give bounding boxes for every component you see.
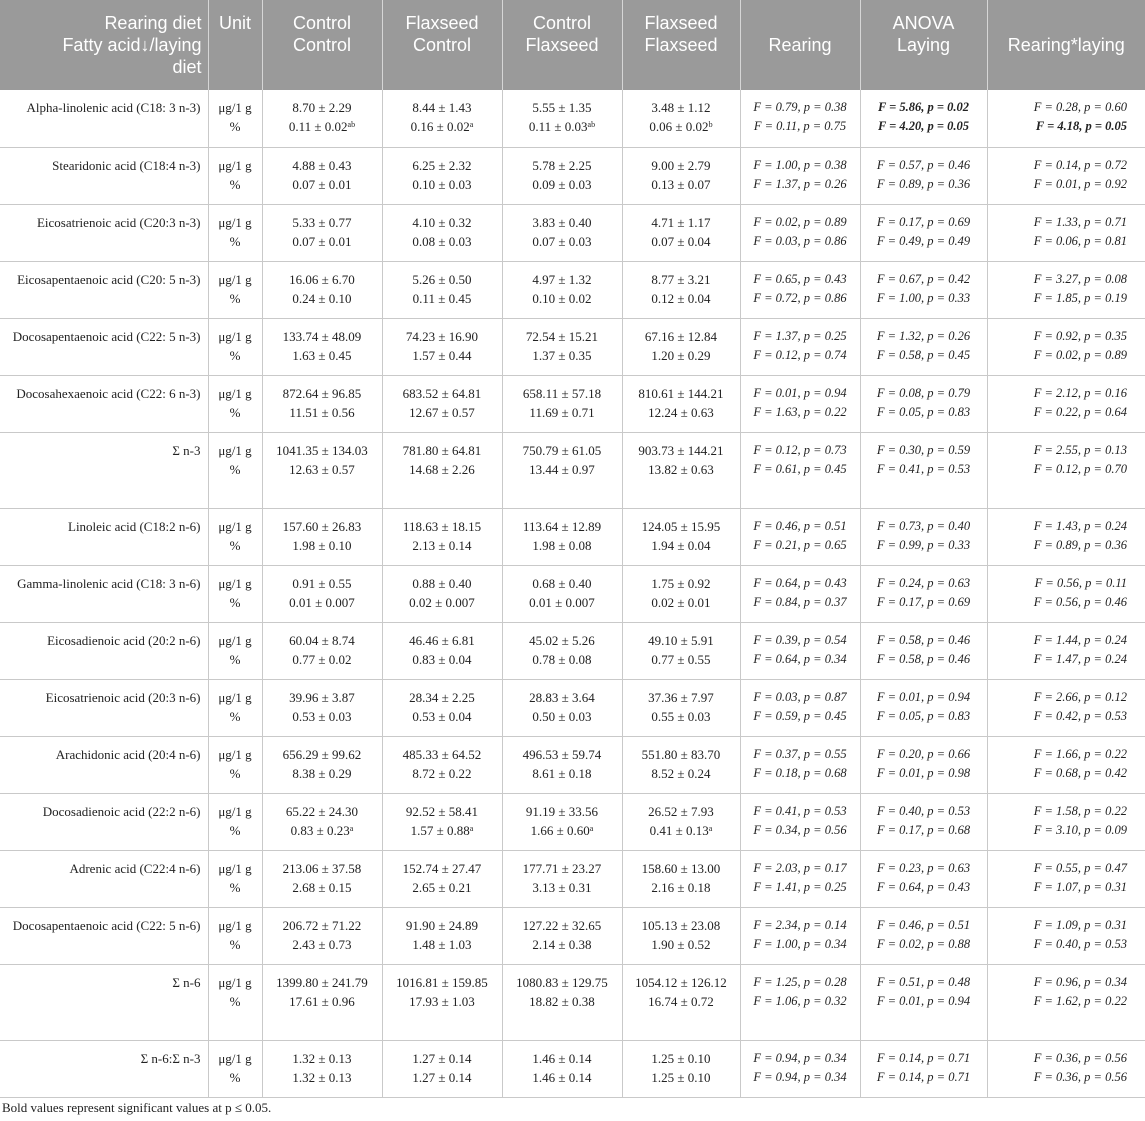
header-rearing-laying: Rearing*laying — [987, 0, 1145, 90]
significance-letter: a — [708, 823, 713, 833]
value-cell-c3: 4.97 ± 1.32 0.10 ± 0.02 — [502, 261, 622, 318]
value-cell-c2: 8.44 ± 1.43 0.16 ± 0.02$^a$ — [382, 90, 502, 147]
interaction-stat: F = 0.92, p = 0.35 F = 0.02, p = 0.89 — [987, 318, 1145, 375]
value-cell-c4: 903.73 ± 144.21 13.82 ± 0.63 — [622, 432, 740, 508]
rearing-stat: F = 2.34, p = 0.14 F = 1.00, p = 0.34 — [740, 907, 860, 964]
laying-stat: F = 0.30, p = 0.59 F = 0.41, p = 0.53 — [860, 432, 987, 508]
value-cell-c1: 1041.35 ± 134.03 12.63 ± 0.57 — [262, 432, 382, 508]
value-cell-c3: 750.79 ± 61.05 13.44 ± 0.97 — [502, 432, 622, 508]
value-cell-c1: 5.33 ± 0.77 0.07 ± 0.01 — [262, 204, 382, 261]
value-cell-c3: 1.46 ± 0.14 1.46 ± 0.14 — [502, 1040, 622, 1097]
unit-cell: μg/1 g % — [208, 793, 262, 850]
value-cell-c3: 658.11 ± 57.18 11.69 ± 0.71 — [502, 375, 622, 432]
value-cell-c2: 485.33 ± 64.52 8.72 ± 0.22 — [382, 736, 502, 793]
rearing-stat: F = 0.79, p = 0.38 F = 0.11, p = 0.75 — [740, 90, 860, 147]
laying-stat: F = 0.24, p = 0.63 F = 0.17, p = 0.69 — [860, 565, 987, 622]
header-row — [0, 0, 1145, 90]
interaction-stat: F = 0.55, p = 0.47 F = 1.07, p = 0.31 — [987, 850, 1145, 907]
header-unit: Unit — [208, 0, 262, 90]
value-cell-c2: 1016.81 ± 159.85 17.93 ± 1.03 — [382, 964, 502, 1040]
fatty-acid-name: Eicosadienoic acid (20:2 n-6) — [0, 622, 208, 679]
unit-cell: μg/1 g % — [208, 622, 262, 679]
rearing-stat: F = 0.02, p = 0.89 F = 0.03, p = 0.86 — [740, 204, 860, 261]
rearing-stat: F = 1.00, p = 0.38 F = 1.37, p = 0.26 — [740, 147, 860, 204]
unit-cell: μg/1 g % — [208, 964, 262, 1040]
rearing-stat: F = 0.94, p = 0.34 F = 0.94, p = 0.34 — [740, 1040, 860, 1097]
significance-letter: a — [589, 823, 594, 833]
table-row — [0, 432, 1145, 508]
header-flaxseed-flaxseed: Flaxseed Flaxseed — [622, 0, 740, 90]
laying-stat: F = 5.86, p = 0.02 F = 4.20, p = 0.05 — [860, 90, 987, 147]
value-cell-c1: 157.60 ± 26.83 1.98 ± 0.10 — [262, 508, 382, 565]
laying-stat: F = 0.67, p = 0.42 F = 1.00, p = 0.33 — [860, 261, 987, 318]
laying-stat: F = 0.23, p = 0.63 F = 0.64, p = 0.43 — [860, 850, 987, 907]
interaction-stat: F = 1.09, p = 0.31 F = 0.40, p = 0.53 — [987, 907, 1145, 964]
table-row — [0, 907, 1145, 964]
laying-stat: F = 0.46, p = 0.51 F = 0.02, p = 0.88 — [860, 907, 987, 964]
value-cell-c3: 72.54 ± 15.21 1.37 ± 0.35 — [502, 318, 622, 375]
value-cell-c4: 9.00 ± 2.79 0.13 ± 0.07 — [622, 147, 740, 204]
value-cell-c3: 127.22 ± 32.65 2.14 ± 0.38 — [502, 907, 622, 964]
interaction-stat: F = 1.33, p = 0.71 F = 0.06, p = 0.81 — [987, 204, 1145, 261]
table-row — [0, 204, 1145, 261]
fatty-acid-name: Alpha-linolenic acid (C18: 3 n-3) — [0, 90, 208, 147]
value-cell-c4: 1.75 ± 0.92 0.02 ± 0.01 — [622, 565, 740, 622]
value-cell-c3: 1080.83 ± 129.75 18.82 ± 0.38 — [502, 964, 622, 1040]
table-row — [0, 622, 1145, 679]
table-row — [0, 90, 1145, 147]
laying-stat: F = 1.32, p = 0.26 F = 0.58, p = 0.45 — [860, 318, 987, 375]
interaction-stat: F = 2.66, p = 0.12 F = 0.42, p = 0.53 — [987, 679, 1145, 736]
value-cell-c4: 124.05 ± 15.95 1.94 ± 0.04 — [622, 508, 740, 565]
value-cell-c2: 92.52 ± 58.41 1.57 ± 0.88$^a$ — [382, 793, 502, 850]
header-anova-laying: ANOVA Laying — [860, 0, 987, 90]
value-cell-c3: 5.55 ± 1.35 0.11 ± 0.03$^{ab}$ — [502, 90, 622, 147]
laying-stat: F = 0.17, p = 0.69 F = 0.49, p = 0.49 — [860, 204, 987, 261]
laying-stat: F = 0.01, p = 0.94 F = 0.05, p = 0.83 — [860, 679, 987, 736]
unit-cell: μg/1 g % — [208, 1040, 262, 1097]
value-cell-c3: 3.83 ± 0.40 0.07 ± 0.03 — [502, 204, 622, 261]
value-cell-c1: 65.22 ± 24.30 0.83 ± 0.23$^a$ — [262, 793, 382, 850]
laying-stat: F = 0.08, p = 0.79 F = 0.05, p = 0.83 — [860, 375, 987, 432]
table-row — [0, 736, 1145, 793]
value-cell-c3: 28.83 ± 3.64 0.50 ± 0.03 — [502, 679, 622, 736]
fatty-acid-name: Stearidonic acid (C18:4 n-3) — [0, 147, 208, 204]
fatty-acid-name: Eicosatrienoic acid (C20:3 n-3) — [0, 204, 208, 261]
fatty-acid-name: Docosahexaenoic acid (C22: 6 n-3) — [0, 375, 208, 432]
table-row — [0, 565, 1145, 622]
laying-stat: F = 0.20, p = 0.66 F = 0.01, p = 0.98 — [860, 736, 987, 793]
interaction-stat: F = 0.28, p = 0.60 F = 4.18, p = 0.05 — [987, 90, 1145, 147]
value-cell-c1: 872.64 ± 96.85 11.51 ± 0.56 — [262, 375, 382, 432]
significance-letter: a — [469, 823, 474, 833]
value-cell-c2: 1.27 ± 0.14 1.27 ± 0.14 — [382, 1040, 502, 1097]
value-cell-c3: 113.64 ± 12.89 1.98 ± 0.08 — [502, 508, 622, 565]
value-cell-c4: 1054.12 ± 126.12 16.74 ± 0.72 — [622, 964, 740, 1040]
fatty-acid-name: Σ n-6:Σ n-3 — [0, 1040, 208, 1097]
value-cell-c1: 133.74 ± 48.09 1.63 ± 0.45 — [262, 318, 382, 375]
fatty-acid-name: Docosapentaenoic acid (C22: 5 n-3) — [0, 318, 208, 375]
table-row — [0, 375, 1145, 432]
rearing-stat: F = 0.46, p = 0.51 F = 0.21, p = 0.65 — [740, 508, 860, 565]
laying-stat: F = 0.58, p = 0.46 F = 0.58, p = 0.46 — [860, 622, 987, 679]
header-flaxseed-control: Flaxseed Control — [382, 0, 502, 90]
header-rearing-diet: Rearing diet Fatty acid↓/laying diet — [0, 0, 208, 90]
unit-cell: μg/1 g % — [208, 508, 262, 565]
value-cell-c1: 4.88 ± 0.43 0.07 ± 0.01 — [262, 147, 382, 204]
rearing-stat: F = 0.41, p = 0.53 F = 0.34, p = 0.56 — [740, 793, 860, 850]
value-cell-c2: 91.90 ± 24.89 1.48 ± 1.03 — [382, 907, 502, 964]
fatty-acid-name: Σ n-6 — [0, 964, 208, 1040]
laying-stat: F = 0.40, p = 0.53 F = 0.17, p = 0.68 — [860, 793, 987, 850]
unit-cell: μg/1 g % — [208, 432, 262, 508]
value-cell-c4: 8.77 ± 3.21 0.12 ± 0.04 — [622, 261, 740, 318]
value-cell-c3: 91.19 ± 33.56 1.66 ± 0.60$^a$ — [502, 793, 622, 850]
rearing-stat: F = 0.65, p = 0.43 F = 0.72, p = 0.86 — [740, 261, 860, 318]
value-cell-c1: 0.91 ± 0.55 0.01 ± 0.007 — [262, 565, 382, 622]
rearing-stat: F = 2.03, p = 0.17 F = 1.41, p = 0.25 — [740, 850, 860, 907]
rearing-stat: F = 0.37, p = 0.55 F = 0.18, p = 0.68 — [740, 736, 860, 793]
value-cell-c4: 551.80 ± 83.70 8.52 ± 0.24 — [622, 736, 740, 793]
value-cell-c4: 26.52 ± 7.93 0.41 ± 0.13$^a$ — [622, 793, 740, 850]
fatty-acid-name: Eicosapentaenoic acid (C20: 5 n-3) — [0, 261, 208, 318]
table-row — [0, 793, 1145, 850]
interaction-stat: F = 0.96, p = 0.34 F = 1.62, p = 0.22 — [987, 964, 1145, 1040]
value-cell-c1: 60.04 ± 8.74 0.77 ± 0.02 — [262, 622, 382, 679]
value-cell-c3: 177.71 ± 23.27 3.13 ± 0.31 — [502, 850, 622, 907]
header-control-flaxseed: Control Flaxseed — [502, 0, 622, 90]
value-cell-c2: 6.25 ± 2.32 0.10 ± 0.03 — [382, 147, 502, 204]
unit-cell: μg/1 g % — [208, 90, 262, 147]
value-cell-c2: 0.88 ± 0.40 0.02 ± 0.007 — [382, 565, 502, 622]
value-cell-c1: 39.96 ± 3.87 0.53 ± 0.03 — [262, 679, 382, 736]
fatty-acid-name: Docosadienoic acid (22:2 n-6) — [0, 793, 208, 850]
table-row — [0, 261, 1145, 318]
value-cell-c2: 5.26 ± 0.50 0.11 ± 0.45 — [382, 261, 502, 318]
footnote: Bold values represent significant values at p ≤ 0.05. — [2, 1100, 272, 1115]
unit-cell: μg/1 g % — [208, 850, 262, 907]
value-cell-c4: 37.36 ± 7.97 0.55 ± 0.03 — [622, 679, 740, 736]
interaction-stat: F = 1.44, p = 0.24 F = 1.47, p = 0.24 — [987, 622, 1145, 679]
significance-letter: ab — [347, 120, 356, 129]
significance-letter: a — [349, 823, 354, 833]
value-cell-c1: 206.72 ± 71.22 2.43 ± 0.73 — [262, 907, 382, 964]
interaction-stat: F = 2.55, p = 0.13 F = 0.12, p = 0.70 — [987, 432, 1145, 508]
table-row — [0, 679, 1145, 736]
rearing-stat: F = 1.25, p = 0.28 F = 1.06, p = 0.32 — [740, 964, 860, 1040]
table-row — [0, 964, 1145, 1040]
table-row — [0, 850, 1145, 907]
table-row — [0, 1040, 1145, 1097]
table-row — [0, 508, 1145, 565]
laying-stat: F = 0.14, p = 0.71 F = 0.14, p = 0.71 — [860, 1040, 987, 1097]
value-cell-c1: 213.06 ± 37.58 2.68 ± 0.15 — [262, 850, 382, 907]
fatty-acid-name: Docosapentaenoic acid (C22: 5 n-6) — [0, 907, 208, 964]
value-cell-c2: 152.74 ± 27.47 2.65 ± 0.21 — [382, 850, 502, 907]
unit-cell: μg/1 g % — [208, 565, 262, 622]
value-cell-c1: 16.06 ± 6.70 0.24 ± 0.10 — [262, 261, 382, 318]
laying-stat: F = 0.73, p = 0.40 F = 0.99, p = 0.33 — [860, 508, 987, 565]
value-cell-c4: 67.16 ± 12.84 1.20 ± 0.29 — [622, 318, 740, 375]
value-cell-c4: 3.48 ± 1.12 0.06 ± 0.02$^b$ — [622, 90, 740, 147]
significance-letter: a — [469, 120, 474, 129]
value-cell-c2: 683.52 ± 64.81 12.67 ± 0.57 — [382, 375, 502, 432]
fatty-acid-name: Adrenic acid (C22:4 n-6) — [0, 850, 208, 907]
rearing-stat: F = 1.37, p = 0.25 F = 0.12, p = 0.74 — [740, 318, 860, 375]
interaction-stat: F = 0.56, p = 0.11 F = 0.56, p = 0.46 — [987, 565, 1145, 622]
value-cell-c2: 118.63 ± 18.15 2.13 ± 0.14 — [382, 508, 502, 565]
table-row — [0, 147, 1145, 204]
interaction-stat: F = 2.12, p = 0.16 F = 0.22, p = 0.64 — [987, 375, 1145, 432]
interaction-stat: F = 1.66, p = 0.22 F = 0.68, p = 0.42 — [987, 736, 1145, 793]
interaction-stat: F = 3.27, p = 0.08 F = 1.85, p = 0.19 — [987, 261, 1145, 318]
significance-letter: b — [708, 120, 713, 129]
unit-cell: μg/1 g % — [208, 736, 262, 793]
unit-cell: μg/1 g % — [208, 147, 262, 204]
value-cell-c1: 1399.80 ± 241.79 17.61 ± 0.96 — [262, 964, 382, 1040]
value-cell-c1: 656.29 ± 99.62 8.38 ± 0.29 — [262, 736, 382, 793]
interaction-stat: F = 0.14, p = 0.72 F = 0.01, p = 0.92 — [987, 147, 1145, 204]
rearing-stat: F = 0.39, p = 0.54 F = 0.64, p = 0.34 — [740, 622, 860, 679]
header-rearing: Rearing — [740, 0, 860, 90]
unit-cell: μg/1 g % — [208, 907, 262, 964]
value-cell-c4: 158.60 ± 13.00 2.16 ± 0.18 — [622, 850, 740, 907]
value-cell-c4: 49.10 ± 5.91 0.77 ± 0.55 — [622, 622, 740, 679]
value-cell-c1: 1.32 ± 0.13 1.32 ± 0.13 — [262, 1040, 382, 1097]
significance-letter: ab — [587, 120, 596, 129]
fatty-acid-name: Eicosatrienoic acid (20:3 n-6) — [0, 679, 208, 736]
header-control-control: Control Control — [262, 0, 382, 90]
interaction-stat: F = 0.36, p = 0.56 F = 0.36, p = 0.56 — [987, 1040, 1145, 1097]
interaction-stat: F = 1.58, p = 0.22 F = 3.10, p = 0.09 — [987, 793, 1145, 850]
value-cell-c4: 1.25 ± 0.10 1.25 ± 0.10 — [622, 1040, 740, 1097]
fatty-acid-name: Gamma-linolenic acid (C18: 3 n-6) — [0, 565, 208, 622]
rearing-stat: F = 0.12, p = 0.73 F = 0.61, p = 0.45 — [740, 432, 860, 508]
unit-cell: μg/1 g % — [208, 204, 262, 261]
unit-cell: μg/1 g % — [208, 318, 262, 375]
value-cell-c3: 0.68 ± 0.40 0.01 ± 0.007 — [502, 565, 622, 622]
unit-cell: μg/1 g % — [208, 261, 262, 318]
value-cell-c4: 105.13 ± 23.08 1.90 ± 0.52 — [622, 907, 740, 964]
value-cell-c2: 28.34 ± 2.25 0.53 ± 0.04 — [382, 679, 502, 736]
value-cell-c4: 4.71 ± 1.17 0.07 ± 0.04 — [622, 204, 740, 261]
laying-stat: F = 0.51, p = 0.48 F = 0.01, p = 0.94 — [860, 964, 987, 1040]
rearing-stat: F = 0.01, p = 0.94 F = 1.63, p = 0.22 — [740, 375, 860, 432]
value-cell-c3: 5.78 ± 2.25 0.09 ± 0.03 — [502, 147, 622, 204]
rearing-stat: F = 0.64, p = 0.43 F = 0.84, p = 0.37 — [740, 565, 860, 622]
value-cell-c2: 46.46 ± 6.81 0.83 ± 0.04 — [382, 622, 502, 679]
fatty-acid-name: Σ n-3 — [0, 432, 208, 508]
fatty-acid-name: Linoleic acid (C18:2 n-6) — [0, 508, 208, 565]
value-cell-c2: 74.23 ± 16.90 1.57 ± 0.44 — [382, 318, 502, 375]
value-cell-c3: 45.02 ± 5.26 0.78 ± 0.08 — [502, 622, 622, 679]
value-cell-c1: 8.70 ± 2.29 0.11 ± 0.02$^{ab}$ — [262, 90, 382, 147]
interaction-stat: F = 1.43, p = 0.24 F = 0.89, p = 0.36 — [987, 508, 1145, 565]
unit-cell: μg/1 g % — [208, 375, 262, 432]
table-row — [0, 318, 1145, 375]
fatty-acid-name: Arachidonic acid (20:4 n-6) — [0, 736, 208, 793]
value-cell-c2: 4.10 ± 0.32 0.08 ± 0.03 — [382, 204, 502, 261]
value-cell-c4: 810.61 ± 144.21 12.24 ± 0.63 — [622, 375, 740, 432]
rearing-stat: F = 0.03, p = 0.87 F = 0.59, p = 0.45 — [740, 679, 860, 736]
laying-stat: F = 0.57, p = 0.46 F = 0.89, p = 0.36 — [860, 147, 987, 204]
value-cell-c3: 496.53 ± 59.74 8.61 ± 0.18 — [502, 736, 622, 793]
value-cell-c2: 781.80 ± 64.81 14.68 ± 2.26 — [382, 432, 502, 508]
unit-cell: μg/1 g % — [208, 679, 262, 736]
